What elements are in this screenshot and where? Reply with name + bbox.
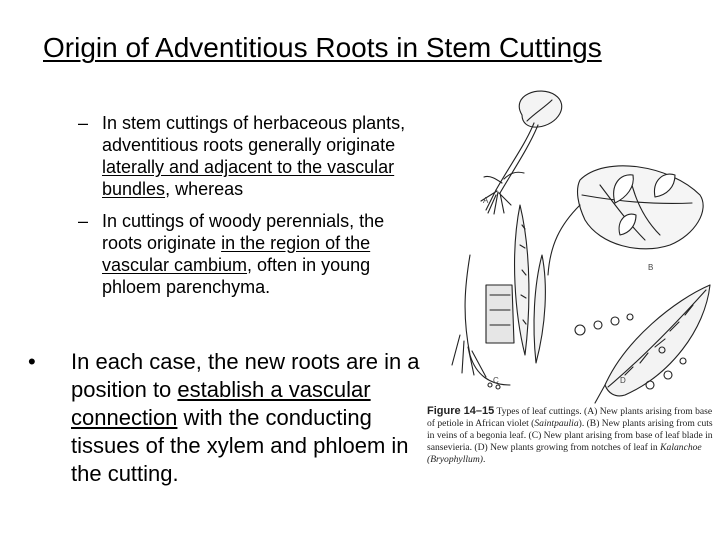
sub-bullet-herbaceous <box>78 112 423 200</box>
caption-text: . <box>482 454 486 465</box>
caption-title: Figure 14–15 <box>427 405 495 417</box>
african-violet-leaf-drawing <box>481 91 562 214</box>
text-segment: with the conducting tissues of the xylem and phloem in the cutting. <box>71 405 409 486</box>
main-bullet-text <box>71 348 423 488</box>
dash-marker: – <box>78 211 89 231</box>
text-segment: , often in young phloem parenchyma. <box>102 255 371 297</box>
text-segment: , whereas <box>165 179 244 199</box>
main-bullet <box>28 348 423 488</box>
underlined-phrase: establish a vascular connection <box>71 377 371 430</box>
sub-bullet-text <box>102 210 423 298</box>
caption-italic: Kalanchoe (Bryophyllum) <box>427 442 702 465</box>
panel-label-d: D <box>620 376 626 385</box>
begonia-leaf-drawing <box>548 166 703 275</box>
panel-label-a: A <box>483 196 489 205</box>
text-segment: In stem cuttings of herbaceous plants, adventitious roots generally originate <box>102 113 406 155</box>
slide-title: Origin of Adventitious Roots in Stem Cuttings <box>43 32 602 63</box>
sansevieria-cutting-drawing <box>452 205 545 389</box>
sub-bullet-text <box>102 112 423 200</box>
sub-bullet-woody <box>78 210 423 298</box>
panel-label-b: B <box>648 263 654 272</box>
panel-label-c: C <box>493 376 499 385</box>
text-segment: In each case, the new roots are in a position to <box>71 349 420 402</box>
text-segment: In cuttings of woody perennials, the roots originate <box>102 211 385 253</box>
kalanchoe-leaf-drawing <box>575 285 710 403</box>
underlined-phrase: laterally and adjacent to the vascular bundles <box>102 157 395 199</box>
dash-marker: – <box>78 113 89 133</box>
bullet-marker: • <box>28 349 36 374</box>
underlined-phrase: in the region of the vascular cambium <box>102 233 371 275</box>
caption-italic: Saintpaulia <box>534 418 579 429</box>
caption-text: Types of leaf cuttings. (A) New plants arising from base of petiole in African violet ( <box>427 406 713 429</box>
figure-caption <box>427 405 717 466</box>
caption-text: ). (B) New plants arising from cuts in veins of a begonia leaf. (C) New plant arising from base of leaf blade in sansevieria. (D) New plants growing from notches of leaf in <box>427 418 713 453</box>
